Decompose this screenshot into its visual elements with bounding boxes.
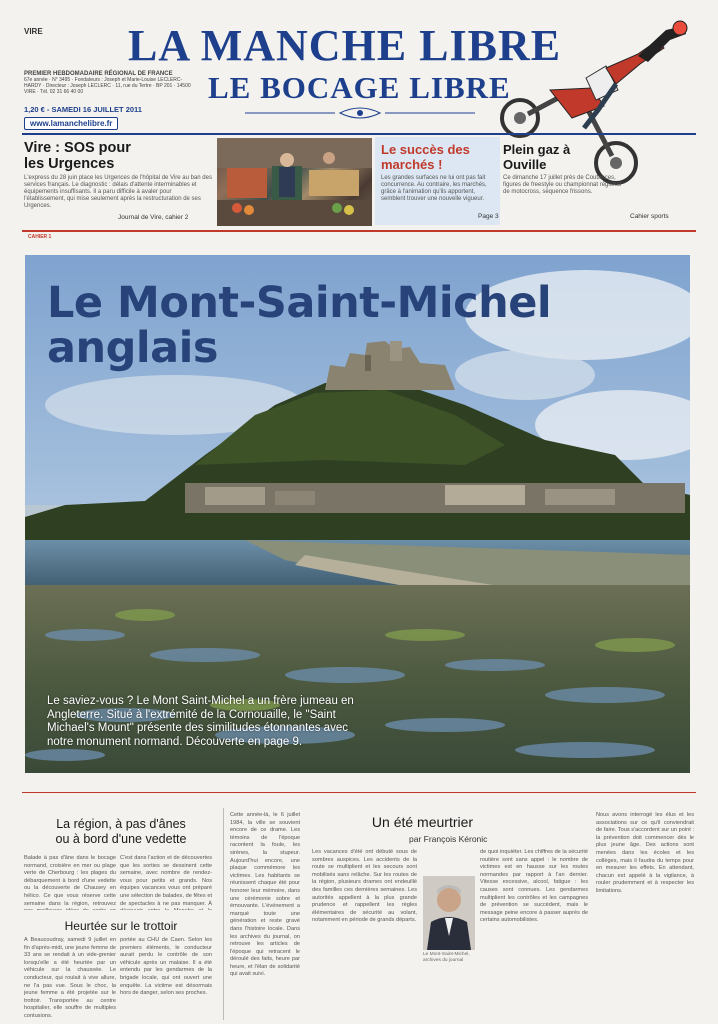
article-left-col4: portée au CHU de Caen. Selon les premiers éléments, le conducteur aurait perdu le contrôle de son véhicule après un malaise. Il a été entendu par les gendarmes de la brigade locale, qui ont ouvert une enquête. La victime est désormais hors de danger, selon ses proches. <box>120 937 212 997</box>
column-divider <box>223 808 224 1020</box>
teaser-vire-body: L'express du 28 juin place les Urgences de l'hôpital de Vire au ban des services français. Le diagnostic : délais d'attente interminables et équipements insuffisants. Il a paru difficile à avaler pour l'établissement, qui mise seulement après la restructuration de ses Urgences. <box>24 175 212 209</box>
teaser-marches[interactable] <box>375 137 500 225</box>
article-left-col1: Balade à pas d'âne dans le bocage normand, croisière en mer ou plage verte de Cherbourg : les plages du débarquement à bord d'une vedette ou la découverte de Chausey en hélico. Ce que vous réserve cette semaine dans la région, retrouvez <box>24 855 116 907</box>
website-link[interactable]: www.lamanchelibre.fr <box>24 117 118 130</box>
section-rule <box>22 230 696 232</box>
teaser-vire-source: Journal de Vire, cahier 2 <box>118 214 189 221</box>
teaser-marches-title: Le succès des marchés ! <box>381 142 470 172</box>
teaser-vire-title: Vire : SOS pour les Urgences <box>24 140 131 172</box>
publication-details: 67e année · N° 3495 · Fondateurs : Joseph et Marie-Louise LECLERC-HARDY · Directeur : Joseph LECLERC · 11, rue du Tertre · BP 201 · 14500 VIRE · Tél. 02 31 66 40 00 <box>24 77 191 95</box>
teaser-vire[interactable] <box>24 140 214 210</box>
newspaper-title: LA MANCHE LIBRE <box>128 21 562 70</box>
price-date: 1,20 € - SAMEDI 16 JUILLET 2011 <box>24 105 142 114</box>
hero-caption: Le saviez-vous ? Le Mont Saint-Michel a un frère jumeau en Angleterre. Situé à l'extrémité de la Cornouaille, le "Saint Michael's Mount" présente des similitudes étonnantes avec notre monument normand. Découverte en page 9. <box>47 695 354 748</box>
author-portrait <box>423 876 475 950</box>
hero-photo <box>25 255 690 773</box>
hero-title <box>47 278 552 373</box>
cahier-label: CAHIER 1 <box>28 234 52 240</box>
articles-rule <box>22 792 696 793</box>
publication-label: PREMIER HEBDOMADAIRE RÉGIONAL DE FRANCE <box>24 71 173 77</box>
author-portrait-caption: Le Mont-Saint-Michel, archives du journal <box>423 952 470 963</box>
teaser-ouville-body: Ce dimanche 17 juillet près de Coutances, figures de freestyle ou championnat régional de motocross, séquence frissons. <box>503 175 622 195</box>
edition-label: VIRE <box>24 27 43 36</box>
article-left-subhead: Heurtée sur le trottoir <box>64 919 178 933</box>
article-left-headline-line2: ou à bord d'une vedette <box>55 832 187 846</box>
article-left-col3: À Beaucoudray, samedi 9 juillet en fin d'après-midi, une jeune femme de 33 ans se rendait à un vide-grenier lorsqu'elle a été heurtée par un véhicule sur la chaussée. Le conducteur, qui roulait à vive allure, ne l'a pas vue. Sous le choc, la jeune femme a été projetée sur le trottoir. Transportée au centre hospitalier, elle souffre de multiples contusions. <box>24 937 116 1019</box>
teaser-marches-source: Page 3 <box>478 213 499 220</box>
masthead-rule <box>22 133 696 135</box>
teaser-ouville[interactable] <box>503 142 623 196</box>
newspaper-subtitle: LE BOCAGE LIBRE <box>208 70 511 105</box>
hero-title-line2: anglais <box>47 323 218 373</box>
teaser-ouville-title: Plein gaz à Ouville <box>503 142 571 172</box>
article-right-headline: Un été meurtrier <box>371 814 474 830</box>
article-left-headline <box>26 817 216 847</box>
article-right-byline: par François Kéronic <box>409 834 488 844</box>
article-right-col2: de quoi inquiéter. Les chiffres de la sécurité routière sont sans appel : le nombre de victimes est en hausse sur les routes normandes par rapport à l'an dernier. Vitesse excessive, alcool, fatigue : les causes sont connues. Les gendarmes multiplient les contrôles et les campagnes de prévention se succèdent, mais le message peine encore à passer auprès de certains automobilistes. <box>480 849 588 924</box>
teaser-ouville-source: Cahier sports <box>630 213 669 220</box>
article-left-col2: C'est dans l'action et de découvertes que les sorties se dessinent cette semaine, avec nombre de rendez-vous pour petits et grands. Nos équipes vacances vous ont préparé une sélection de balades, de fêtes et de spectacles à ne pas manquer. À <box>120 855 212 907</box>
article-mid-col: Cette année-là, le 6 juillet 1984, la ville se souvient encore de ce drame. Les témoins de l'époque racontent la foule, les sirènes, la stupeur. Aujourd'hui encore, une plaque commémore les victimes. Les habitants se réunissent chaque été pour honorer leur mémoire, dans une cérémonie sobre et émouvante. L'événement a marqué toute une génération et reste gravé dans l'histoire locale. Dans les archives du journal, on retrouve les articles de l'époque qui retracent le déroulé des faits, heure par heure, et l'élan de solidarité qui avait suivi. <box>230 812 300 978</box>
hero-title-line1: Le Mont-Saint-Michel <box>47 278 552 328</box>
teaser-marches-body: Les grandes surfaces ne lui ont pas fait concurrence. Au contraire, les marchés, grâce à l'animation qu'ils apportent, semblent trouver une nouvelle vigueur. <box>381 175 487 202</box>
market-photo <box>217 138 372 226</box>
publication-info <box>24 71 199 95</box>
masthead-ornament-icon <box>245 105 475 121</box>
article-left-headline-line1: La région, à pas d'ânes <box>56 817 186 831</box>
article-right-col3: Nous avons interrogé les élus et les associations sur ce qu'il conviendrait de faire. Tous s'accordent sur un point : la prévention doit commencer dès le plus jeune âge. Des actions sont menées dans les écoles et les collèges, mais il faudra du temps pour en mesurer les effets. En attendant, chacun est appelé à la vigilance, à rouler prudemment et à respecter les limitations. <box>596 812 694 894</box>
article-right-col1: Les vacances d'été ont débuté sous de sombres auspices. Les accidents de la route se multiplient et les secours sont mobilisés sans relâche. Sur les routes de la région, plusieurs drames ont endeuillé des familles ces dernières semaines. Les autorités appellent à la plus grande prudence et rappellent les règles élémentaires de sécurité au volant, notamment en période de grands départs. <box>312 849 417 924</box>
